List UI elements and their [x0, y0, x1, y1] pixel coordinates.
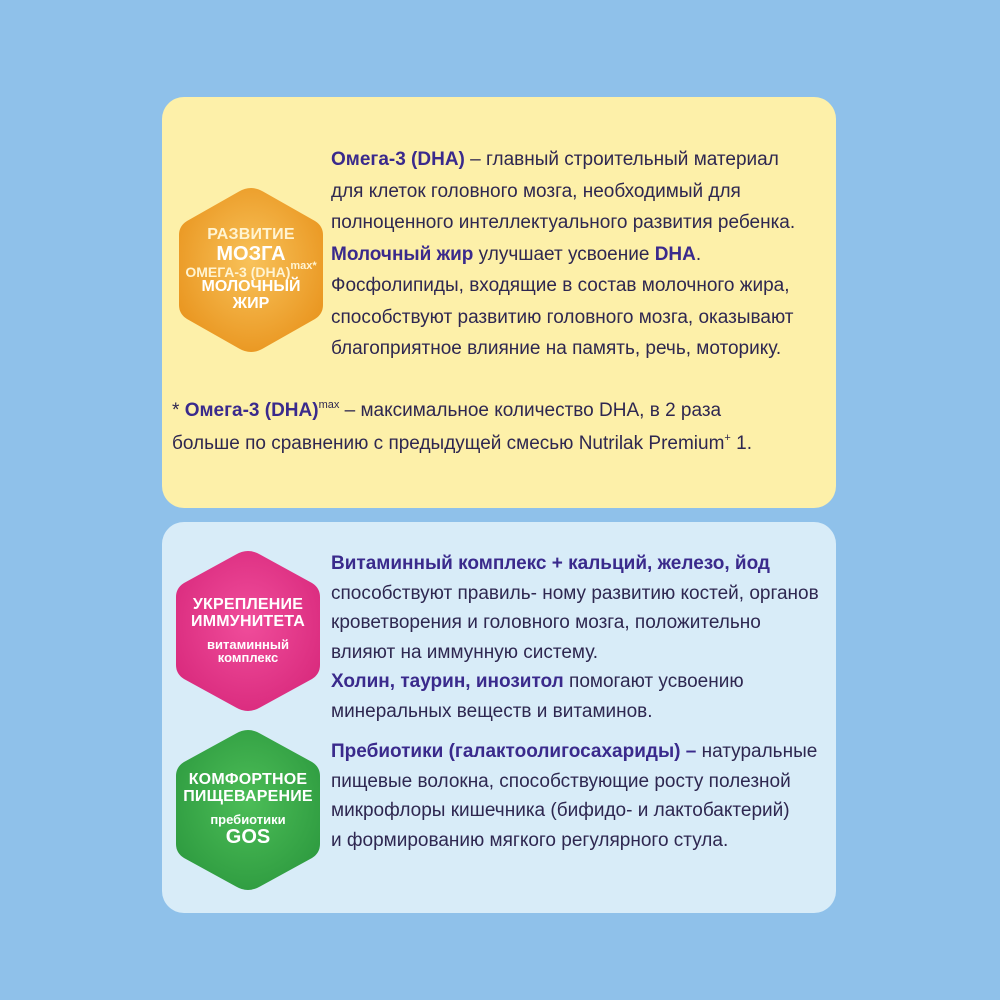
badge-line: РАЗВИТИЕ — [207, 225, 295, 243]
badge-line: GOS — [225, 825, 271, 848]
badge-title: УКРЕПЛЕНИЕ — [192, 596, 304, 614]
brain-development-badge — [175, 184, 327, 356]
vitamin-description: Витаминный комплекс + кальций, железо, йод способствуют правиль- ному развитию костей, органов кроветворения и головного мозга, положительно влияют на иммунную систему. Холин, таурин, инозитол помогают усвоению минеральных веществ и витаминов. — [331, 553, 819, 722]
prebiotic-description: Пребиотики (галактоолигосахариды) – натуральные пищевые волокна, способствующие росту полезной микрофлоры кишечника (бифидо- и лактобактерий) и формированию мягкого регулярного стула. — [331, 741, 818, 851]
immunity-badge — [172, 547, 324, 715]
digestion-badge — [172, 726, 324, 894]
brain-description: Омега-3 (DHA) – главный строительный материал для клеток головного мозга, необходимый для полноценного интеллектуального развития ребенка. Молочный жир улучшает усвоение DHA. Фосфолипиды, входящие в состав молочного жира, способствуют развитию головного мозга, оказывают благоприятное влияние на память, речь, моторику. — [331, 149, 796, 359]
badge-line: МОЛОЧНЫЙ — [201, 278, 301, 296]
badge-title: ПИЩЕВАРЕНИЕ — [183, 788, 313, 806]
badge-title: МОЗГА — [216, 242, 286, 265]
badge-line: витаминный — [207, 636, 289, 652]
badge-line: ОМЕГА-3 (DHA)$^{max*}$ — [185, 259, 317, 280]
badge-title: КОМФОРТНОЕ — [188, 771, 308, 789]
omega-footnote: * Омега-3 (DHA)$^{max}$ – максимальное количество DHA, в 2 раза больше по сравнению с предыдущей смесью Nutrilak Premium+ 1. — [172, 399, 752, 454]
badge-title: ИММУНИТЕТА — [191, 612, 305, 630]
badge-line: ЖИР — [232, 295, 270, 313]
badge-line: комплекс — [217, 650, 279, 666]
badge-line: пребиотики — [210, 811, 286, 827]
